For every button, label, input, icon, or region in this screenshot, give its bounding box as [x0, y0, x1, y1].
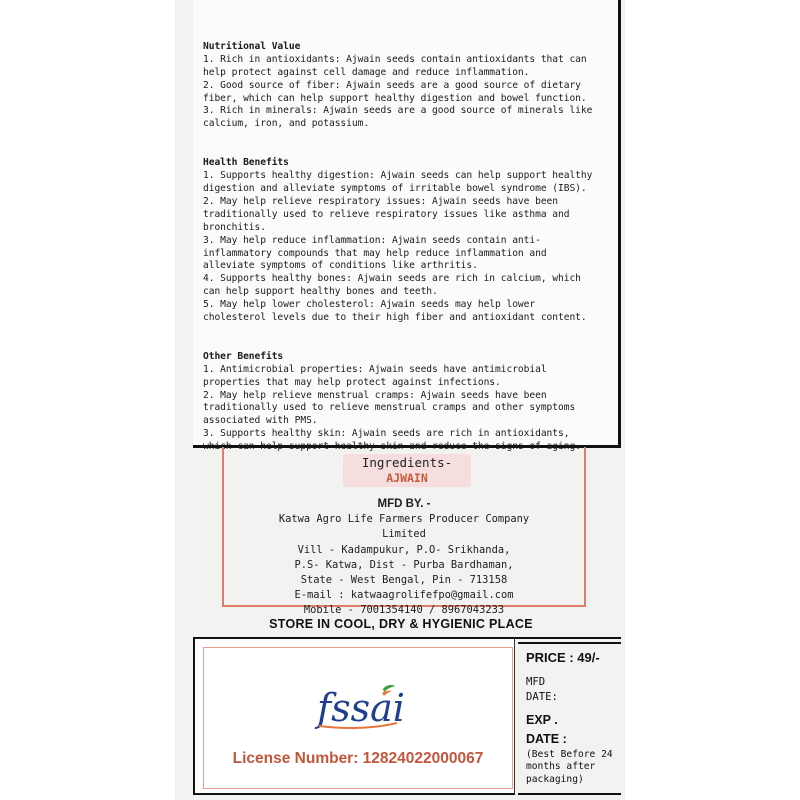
- mfd-date-line: MFD: [526, 676, 546, 688]
- health-body: 1. Supports healthy digestion: Ajwain seeds can help support healthy digestion and alleviate symptoms of irritable bowel syndrome (IBS). 2. May help relieve respiratory issues: Ajwain seeds have been traditionally used to relieve respiratory issues like asthma and bronchitis. 3. May help reduce inflammation: Ajwain seeds contain anti- inflammatory compounds that may help reduce inflammation and alleviate symptoms of conditions like arthritis. 4. Supports healthy bones: Ajwain seeds are rich in calcium, which can help support healthy bones and teeth. 5. May help lower cholesterol: Ajwain seeds may help lower cholesterol levels due to their high fiber and antioxidant content.: [203, 170, 593, 324]
- other-body: 1. Antimicrobial properties: Ajwain seeds have antimicrobial properties that may help protect against infections. 2. May help relieve menstrual cramps: Ajwain seeds have been traditionally used to relieve menstrual cramps and other symptoms associated with PMS. 3. Supports healthy skin: Ajwain seeds are rich in antioxidants, which can help support healthy skin and reduce the signs of aging.: [203, 363, 581, 453]
- price-panel: [518, 639, 623, 795]
- exp-date: [526, 711, 567, 749]
- exp-date-line: EXP .: [526, 713, 558, 727]
- nutrition-heading: Nutritional Value: [203, 40, 301, 52]
- storage-instruction: STORE IN COOL, DRY & HYGIENIC PLACE: [269, 617, 533, 631]
- exp-date-line: DATE :: [526, 732, 567, 746]
- nutrition-body: 1. Rich in antioxidants: Ajwain seeds contain antioxidants that can help protect against cell damage and reduce inflammation. 2. Good source of fiber: Ajwain seeds are a good source of dietary fiber, which can help support healthy digestion and bowel function. 3. Rich in minerals: Ajwain seeds are a good source of minerals like calcium, iron, and potassium.: [203, 53, 593, 130]
- manufacturer-line: State - West Bengal, Pin - 713158: [300, 574, 508, 587]
- manufacturer-title: MFD BY. -: [377, 498, 431, 510]
- manufacturer-line: Katwa Agro Life Farmers Producer Company: [278, 513, 530, 526]
- health-heading: Health Benefits: [203, 157, 289, 169]
- other-section: [203, 351, 615, 454]
- ingredients-value: AJWAIN: [386, 471, 428, 485]
- price-label: PRICE : 49/-: [526, 650, 600, 665]
- manufacturer-line: Limited: [382, 528, 426, 541]
- manufacturer-line: Vill - Kadampukur, P.O- Srikhanda,: [297, 543, 511, 556]
- manufacturer-line: P.S- Katwa, Dist - Purba Bardhaman,: [294, 558, 514, 571]
- mfd-date-line: DATE:: [526, 691, 558, 703]
- manufacturer-line: Mobile - 7001354140 / 8967043233: [303, 604, 505, 617]
- nutrition-section: [203, 41, 615, 131]
- fssai-logo-icon: [313, 683, 405, 731]
- divider: [518, 793, 621, 795]
- best-before-note: (Best Before 24 months after packaging): [526, 749, 613, 785]
- health-section: [203, 157, 615, 325]
- benefits-text: [203, 28, 615, 480]
- benefits-panel: [193, 0, 621, 453]
- fssai-logo-text: fssai: [317, 686, 405, 730]
- manufacturer-block: [222, 497, 586, 619]
- manufacturer-line: E-mail : katwaagrolifefpo@gmail.com: [294, 589, 514, 602]
- license-number: License Number: 12824022000067: [232, 750, 484, 767]
- mfd-date: [526, 675, 558, 705]
- other-heading: Other Benefits: [203, 350, 284, 362]
- ingredients-title: Ingredients-: [361, 455, 453, 470]
